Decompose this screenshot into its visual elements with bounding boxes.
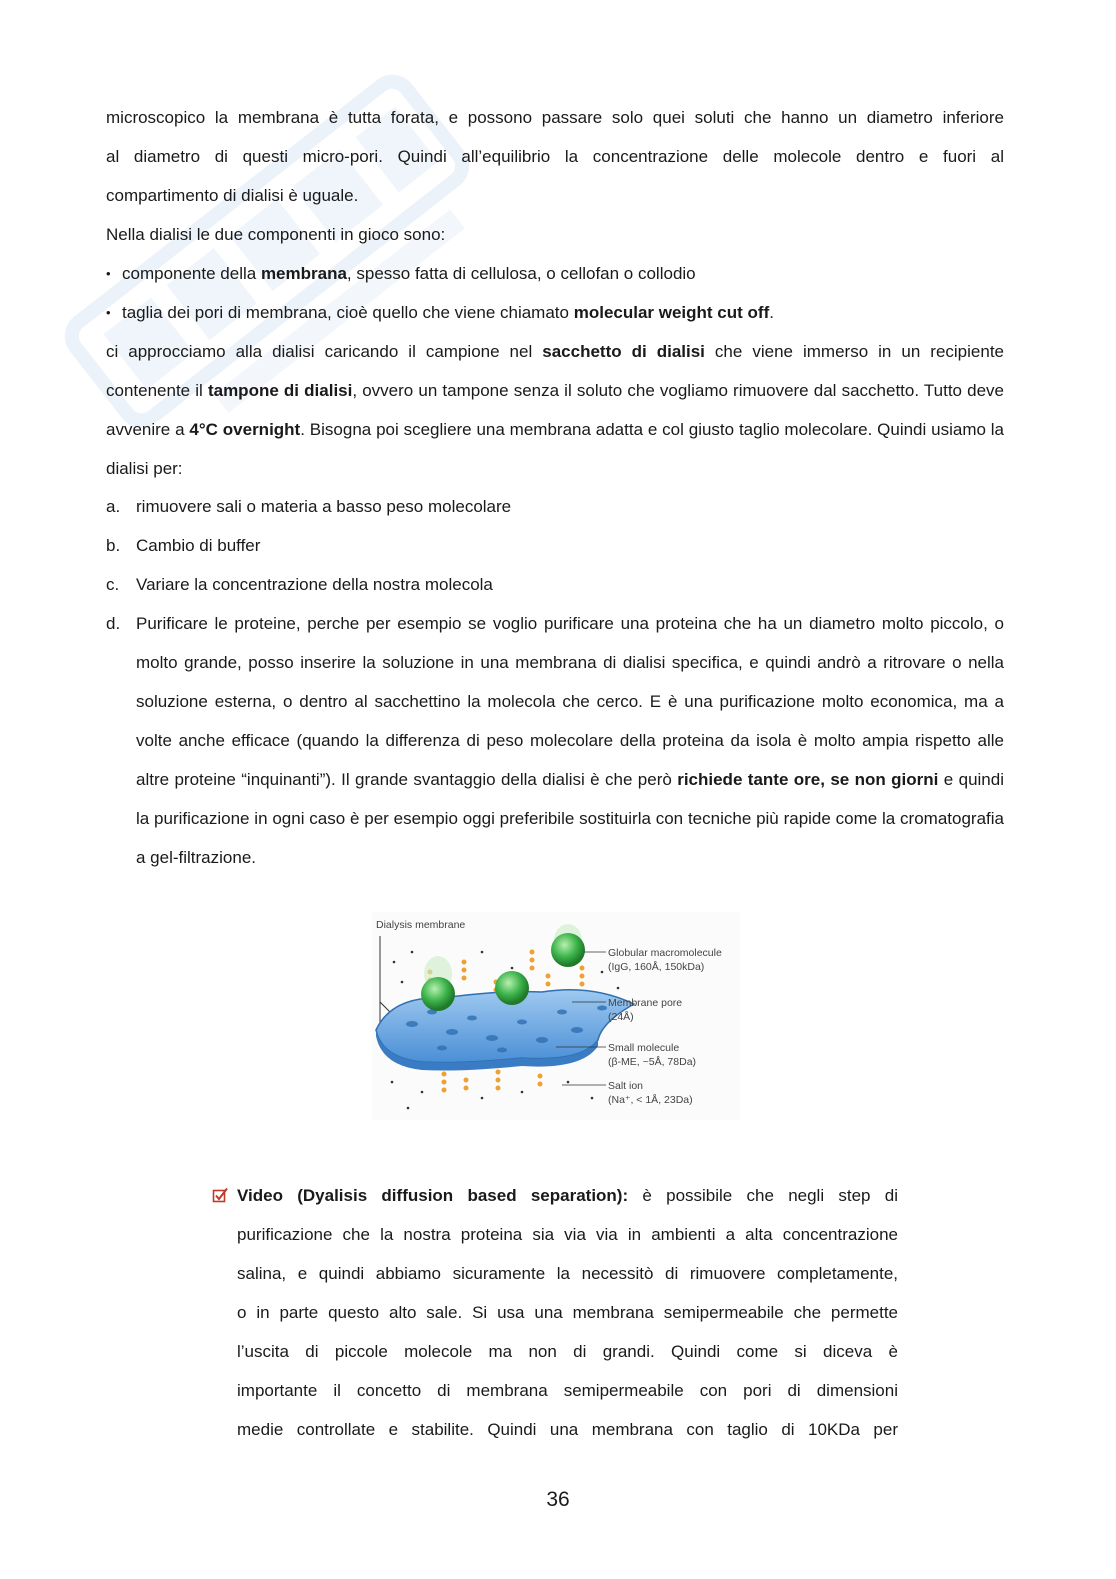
- list-item: [106, 565, 1004, 604]
- video-line: importante il concetto di membrana semipermeabile con pori di dimensioni: [237, 1381, 898, 1400]
- intro-line: microscopico la membrana è tutta forata, e possono passare solo quei soluti che hanno un diametro inferiore: [106, 108, 1004, 127]
- uses-list: [106, 487, 1004, 877]
- list-marker: d.: [106, 614, 121, 633]
- bullet-bold: molecular weight cut off: [573, 303, 770, 322]
- list-item: [106, 487, 1004, 526]
- page-number: 36: [546, 1488, 570, 1511]
- video-text: [237, 1176, 898, 1449]
- approach-text: . Bisogna poi scegliere una membrana adatta e col giusto taglio molecolare. Quindi usiamo la dialisi per:: [106, 420, 1005, 478]
- approach-text: , ovvero un tampone senza il soluto che vogliamo rimuovere dal sacchetto. Tutto deve avvenire a: [106, 381, 1004, 439]
- list-item: [106, 526, 1004, 565]
- approach-text: ci approcciamo alla dialisi caricando il campione nel: [106, 342, 543, 361]
- approach-paragraph: [106, 332, 1004, 488]
- video-line: salina, e quindi abbiamo sicuramente la necessitò di rimuovere completamente,: [237, 1264, 898, 1283]
- list-marker: b.: [106, 536, 121, 555]
- video-first-text: è possibile che negli step di: [628, 1186, 898, 1205]
- list-marker: c.: [106, 575, 120, 594]
- list-marker: a.: [106, 497, 121, 516]
- checkbox-checked-icon: [212, 1187, 228, 1203]
- bullet-text: .: [769, 303, 774, 322]
- video-line: o in parte questo alto sale. Si usa una membrana semipermeabile che permette: [237, 1303, 898, 1322]
- list-text: rimuovere sali o materia a basso peso molecolare: [136, 497, 512, 516]
- components-list: [106, 254, 1004, 332]
- intro-paragraph: [106, 98, 1004, 215]
- globular-macromolecule: [421, 977, 455, 1011]
- figure-label: Globular macromolecule: [608, 947, 722, 959]
- components-heading: Nella dialisi le due componenti in gioco sono:: [106, 225, 446, 244]
- figure-label: (β-ME, ~5Å, 78Da): [608, 1056, 697, 1068]
- figure-label: Salt ion: [608, 1080, 644, 1092]
- intro-line: compartimento di dialisi è uguale.: [106, 186, 359, 205]
- approach-bold: sacchetto di dialisi: [542, 342, 705, 361]
- approach-bold: tampone di dialisi: [207, 381, 353, 400]
- list-text: Cambio di buffer: [136, 536, 261, 555]
- list-item: [106, 604, 1004, 877]
- list-item: [106, 293, 1004, 332]
- video-line: [237, 1176, 898, 1215]
- list-text: [136, 604, 1004, 877]
- bullet-text: componente della: [122, 264, 261, 283]
- approach-text: che viene immerso in un recipiente contenente il: [106, 342, 1004, 400]
- list-item: [106, 254, 1004, 293]
- dialysis-membrane-figure: [372, 912, 740, 1120]
- video-title: Video (Dyalisis diffusion based separation):: [237, 1186, 629, 1205]
- figure-label: (24Å): [608, 1011, 634, 1023]
- video-line: l’uscita di piccole molecole ma non di grandi. Quindi come si diceva è: [237, 1342, 898, 1361]
- use-d-bold: richiede tante ore, se non giorni: [677, 770, 939, 789]
- bullet-bold: membrana: [260, 264, 347, 283]
- use-d-text: Purificare le proteine, perche per esempio se voglio purificare una proteina che ha un diametro molto piccolo, o molto grande, posso inserire la soluzione in una membrana di dialisi specifica, e quindi andrò a ritrovare o nella soluzione esterna, o dentro al sacchettino la molecola che cerco. E è una purificazione molto economica, ma a volte anche efficace (quando la differenza di peso molecolare della proteina da isola è molto ampia rispetto alle altre proteine “inquinanti”). Il grande svantaggio della dialisi è che però: [136, 614, 1004, 789]
- figure-label: Small molecule: [608, 1042, 680, 1054]
- video-note: [212, 1176, 898, 1449]
- list-text: Variare la concentrazione della nostra molecola: [136, 575, 493, 594]
- video-line: medie controllate e stabilite. Quindi una membrana con taglio di 10KDa per: [237, 1420, 898, 1439]
- membrane-diagram: [372, 912, 740, 1120]
- figure-label: (IgG, 160Å, 150kDa): [608, 961, 705, 973]
- approach-bold: 4°C overnight: [189, 420, 301, 439]
- figure-label: (Na⁺, < 1Å, 23Da): [608, 1094, 693, 1106]
- bullet-text: , spesso fatta di cellulosa, o cellofan o collodio: [346, 264, 696, 283]
- intro-line: al diametro di questi micro-pori. Quindi all’equilibrio la concentrazione delle molecole dentro e fuori al: [106, 147, 1004, 166]
- video-line: purificazione che la nostra proteina sia via via in ambienti a alta concentrazione: [237, 1225, 898, 1244]
- use-d-text: e quindi la purificazione in ogni caso è per esempio oggi preferibile sostituirla con tecniche più rapide come la cromatografia a gel-filtrazione.: [136, 770, 1004, 867]
- bullet-text: taglia dei pori di membrana, cioè quello che viene chiamato: [122, 303, 574, 322]
- figure-title: Dialysis membrane: [376, 919, 466, 931]
- figure-label: Membrane pore: [608, 997, 683, 1009]
